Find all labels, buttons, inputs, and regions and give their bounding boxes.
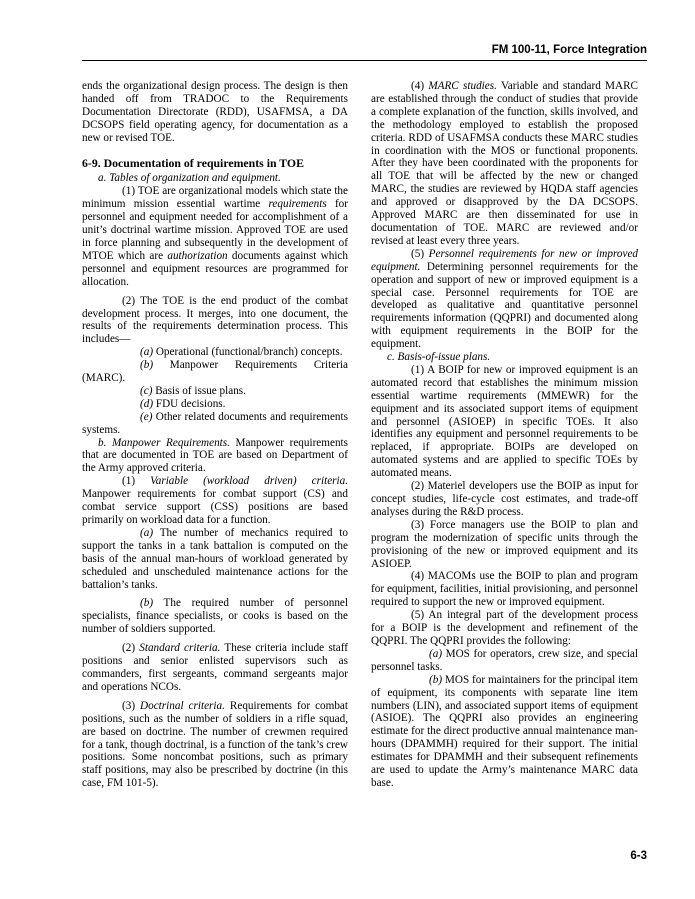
paragraph-b3 (82, 700, 348, 790)
list-marker: (d) (140, 397, 154, 410)
list-marker: (b) (140, 359, 154, 372)
b3-lead: Doctrinal criteria. (140, 699, 225, 712)
left-column (82, 80, 348, 790)
c5a-text: MOS for operators, crew size, and special personnel tasks. (371, 647, 638, 673)
b1-text: Manpower requirements for combat support (CS) and combat service support (CSS) positions are based primarily on workload data for a function. (82, 488, 348, 526)
list-item-c (82, 385, 348, 398)
a1-mid: for personnel and equipment needed for accomplishment of a unit’s doctrinal wartime mission. Approved TOE are used in force planning and subsequently in the development of MTOE which are (82, 198, 348, 262)
paragraph-b (82, 437, 348, 476)
page-number: 6-3 (630, 850, 647, 862)
subsection-a-title: a. Tables of organization and equipment. (98, 172, 281, 185)
b4-text: Variable and standard MARC are established through the conduct of studies that provide a complete explanation of the function, skills involved, and the methodology employed to establish the proposed criteria. RDD of USAFMSA conducts these MARC studies in coordination with the MOS or functional proponents. After they have been coordinated with the proponents for all TOE that will be affected by the new or changed MARC, the studies are reviewed by HQDA staff agencies and approved or disapproved by the DA DCSOPS. Approved MARC are then disseminated for use in documentation of TOE. MARC are reviewed and/or revised at least every three years. (371, 80, 639, 247)
list-text: Other related documents and requirements systems. (82, 410, 348, 436)
c5b-text: MOS for maintainers for the principal item of equipment, its components with separate line item numbers (LIN), and associated support items of equipment (ASIOE). The QQPRI also provides an engineering estimate for the direct productive annual maintenance man-hours (DPAMMH) required for their support. The initial estimates for DPAMMH and their subsequent refinements are used to update the Army’s maintenance MARC data base. (371, 673, 638, 789)
paragraph-c4: (4) MACOMs use the BOIP to plan and program for equipment, facilities, initial provisioning, and personnel required to support the new or improved equipment. (371, 570, 638, 609)
subsection-c-heading (371, 351, 638, 364)
c5b-marker: (b) (429, 673, 443, 686)
paragraph-b1b (82, 597, 348, 636)
b3-text: Requirements for combat positions, such as the number of soldiers in a rifle squad, are based on doctrine. The number of crewmen required for a tank, though doctrinal, is a function of the tank’s crew positions. Some noncombat positions, such as primary staff positions, may also be prescribed by doctrine (in this case, FM 101-5). (82, 699, 348, 790)
paragraph-b1a (82, 527, 348, 592)
subsection-c-title: c. Basis-of-issue plans. (387, 351, 491, 364)
b2-text: These criteria include staff positions and senior enlisted supervisors such as commanders, first sergeants, command sergeants major and operations NCOs. (82, 642, 349, 693)
b1a-marker: (a) (140, 526, 154, 539)
list-text: Basis of issue plans. (152, 384, 246, 397)
b1-num: (1) (122, 475, 151, 488)
paragraph-c2: (2) Materiel developers use the BOIP as input for concept studies, life-cycle cost estimates, and trade-off analyses during the R&D process. (371, 480, 638, 518)
paragraph-c5: (5) An integral part of the development process for a BOIP is the development and refinement of the QQPRI. The QQPRI provides the following: (371, 609, 638, 647)
b3-num: (3) (122, 699, 141, 712)
paragraph-c3: (3) Force managers use the BOIP to plan and program the modernization of specific units through the provisioning of the new or improved equipment and its ASIOEP. (371, 518, 638, 570)
b1a-text: The number of mechanics required to support the tanks in a tank battalion is computed on the basis of the annual man-hours of workload generated by scheduled and unscheduled maintenance actions for the battalion’s tanks. (82, 526, 348, 591)
b2-lead: Standard criteria. (139, 642, 221, 655)
a1-italic-2: authorization (167, 249, 228, 262)
b1b-marker: (b) (140, 597, 154, 610)
paragraph-b1 (82, 475, 348, 527)
list-item-a (82, 346, 348, 359)
paragraph-b2 (82, 642, 348, 694)
c5a-marker: (a) (429, 647, 443, 660)
paragraph-a1 (82, 185, 348, 288)
list-marker: (a) (140, 346, 154, 359)
a1-start: (1) TOE are organizational models which state the minimum mission essential wartime (82, 185, 348, 211)
subsection-a-heading (82, 172, 348, 185)
list-text: FDU decisions. (153, 397, 226, 410)
list-marker: (c) (140, 384, 153, 397)
list-marker: (e) (140, 410, 153, 423)
paragraph-a2: (2) The TOE is the end product of the combat development process. It merges, into one document, the results of the requirements determination process. This includes— (82, 294, 348, 346)
a1-italic: requirements (268, 198, 327, 211)
b5-text: Determining personnel requirements for the operation and support of new or improved equipment is a special case. Personnel requirements for TOE are developed as qualitative and quantitative personnel requirements information (QQPRI) and documented along with equipment requirements in the BOIP for the equipment. (371, 260, 638, 351)
intro-paragraph: ends the organizational design process. The design is then handed off from TRADOC to the Requirements Documentation Directorate (RDD), USAFMSA, a DA DCSOPS field operating agency, for documentation as a new or revised TOE. (82, 80, 348, 144)
b2-num: (2) (122, 642, 140, 655)
b5-num: (5) (411, 247, 429, 260)
paragraph-c1: (1) A BOIP for new or improved equipment is an automated record that establishes the minimum mission essential wartime requirements (MMEWR) for the equipment and its associated support items of equipment and personnel (ASIOEP) in specific TOEs. It also identifies any equipment and personnel requirements to be replaced, if appropriate. BOIPs are developed on automated systems and are applied to specific TOEs by automated means. (371, 363, 638, 480)
right-column (371, 80, 638, 790)
list-text: Operational (functional/branch) concepts. (153, 346, 343, 359)
b1b-text: The required number of personnel specialists, finance specialists, or cooks is based on the number of soldiers supported. (82, 597, 348, 636)
b5-lead: Personnel requirements for new or improved equipment. (371, 247, 638, 273)
a1-end: documents against which personnel and equipment resources are programmed for allocation. (82, 249, 348, 288)
paragraph-b5 (371, 248, 638, 351)
b-lead: b. Manpower Requirements. (98, 436, 230, 449)
list-text: Manpower Requirements Criteria (MARC). (82, 359, 348, 385)
b-text: Manpower requirements that are documented in TOE are based on Department of the Army approved criteria. (82, 436, 348, 475)
list-item-d (82, 398, 348, 411)
running-header-title: FM 100-11, Force Integration (491, 44, 647, 56)
section-heading: 6-9. Documentation of requirements in TOE (82, 155, 304, 170)
paragraph-c5a (371, 648, 638, 674)
paragraph-c5b (371, 674, 638, 790)
list-item-b (82, 359, 348, 385)
paragraph-b4 (371, 80, 638, 248)
b4-num: (4) (411, 80, 429, 92)
header-rule (82, 60, 647, 61)
b4-lead: MARC studies. (428, 80, 497, 92)
list-item-e (82, 411, 348, 437)
b1-lead: Variable (workload driven) criteria. (150, 475, 349, 488)
